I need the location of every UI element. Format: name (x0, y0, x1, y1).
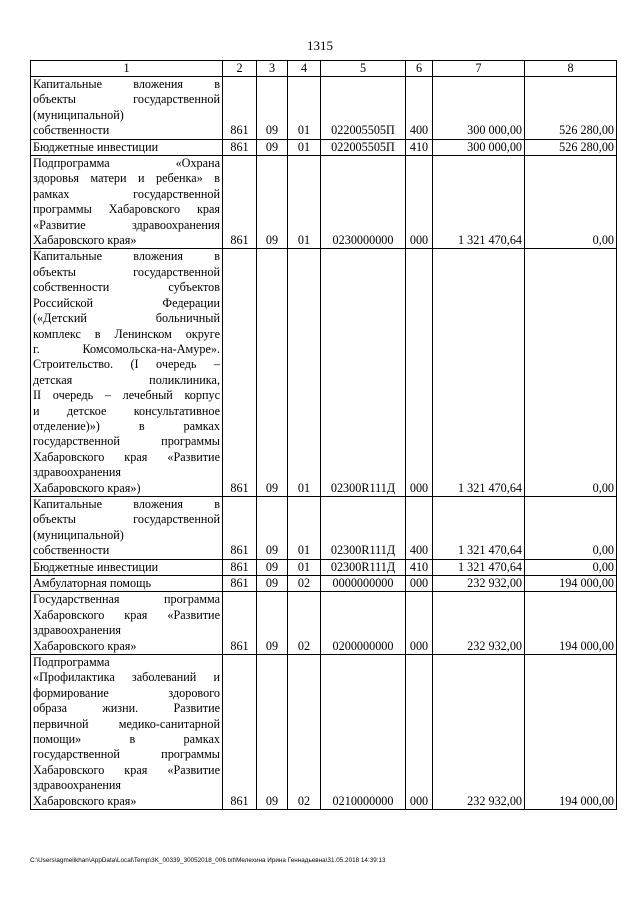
row-name-cell (31, 139, 223, 155)
table-row (31, 139, 617, 155)
row-name-line: Подпрограмма «Охрана (33, 156, 220, 171)
row-name-cell (31, 77, 223, 140)
row-name-line: Подпрограмма (33, 655, 110, 670)
table-row (31, 156, 617, 249)
expense-type-cell: 000 (406, 655, 433, 810)
expense-type-cell: 400 (406, 496, 433, 559)
row-name-line: Государственная программа (33, 592, 220, 607)
row-name-line: Хабаровского края» (33, 233, 137, 248)
target-article-cell: 02300R111Д (321, 249, 406, 497)
amount-cell: 0,00 (525, 559, 617, 575)
ministry-code-cell: 861 (223, 139, 257, 155)
target-article-cell: 022005505П (321, 77, 406, 140)
expense-type-cell: 000 (406, 592, 433, 655)
row-name-line: г. Комсомольска-на-Амуре». (33, 341, 220, 356)
row-name-line: и детское консультативное (33, 403, 220, 418)
row-name-line: здравоохранения (33, 778, 122, 793)
page-number: 1315 (307, 38, 333, 53)
section-code-cell: 09 (257, 156, 288, 249)
table-body (31, 61, 617, 810)
subsection-code-cell: 02 (288, 592, 321, 655)
amount-cell: 194 000,00 (525, 592, 617, 655)
target-article-cell: 02300R111Д (321, 559, 406, 575)
amount-cell: 1 321 470,64 (433, 559, 525, 575)
amount-cell: 232 932,00 (433, 592, 525, 655)
amount-cell: 1 321 470,64 (433, 496, 525, 559)
row-name-cell (31, 592, 223, 655)
section-code-cell: 09 (257, 592, 288, 655)
amount-cell: 1 321 470,64 (433, 156, 525, 249)
row-name-line: «Развитие здравоохранения (33, 217, 220, 232)
row-name-line: первичной медико-санитарной (33, 716, 220, 731)
table-header-row (31, 61, 617, 77)
expense-type-cell: 410 (406, 139, 433, 155)
column-header: 7 (433, 61, 525, 77)
table-row (31, 249, 617, 497)
row-name-line: Строительство. (I очередь – (33, 357, 220, 372)
target-article-cell: 022005505П (321, 139, 406, 155)
row-name-line: Хабаровского края») (33, 480, 141, 495)
row-name-line: Хабаровского края «Развитие (33, 449, 220, 464)
row-name-line: Хабаровского края» (33, 638, 137, 653)
table-row (31, 655, 617, 810)
table-row (31, 77, 617, 140)
target-article-cell: 0200000000 (321, 592, 406, 655)
row-name-line: отделение)») в рамках (33, 418, 220, 433)
column-header: 3 (257, 61, 288, 77)
amount-cell: 526 280,00 (525, 139, 617, 155)
column-header: 1 (31, 61, 223, 77)
section-code-cell: 09 (257, 576, 288, 592)
subsection-code-cell: 01 (288, 559, 321, 575)
amount-cell: 526 280,00 (525, 77, 617, 140)
row-name-line: объекты государственной (33, 264, 220, 279)
row-name-cell (31, 496, 223, 559)
amount-cell: 0,00 (525, 249, 617, 497)
row-name-line: здравоохранения (33, 465, 122, 480)
budget-table (30, 60, 617, 810)
amount-cell: 232 932,00 (433, 576, 525, 592)
row-name-line: («Детский больничный (33, 311, 220, 326)
amount-cell: 0,00 (525, 156, 617, 249)
amount-cell: 194 000,00 (525, 576, 617, 592)
subsection-code-cell: 01 (288, 496, 321, 559)
row-name-line: (муниципальной) (33, 107, 124, 122)
column-header: 2 (223, 61, 257, 77)
target-article-cell: 0000000000 (321, 576, 406, 592)
section-code-cell: 09 (257, 249, 288, 497)
row-name-line: рамках государственной (33, 186, 220, 201)
expense-type-cell: 000 (406, 156, 433, 249)
ministry-code-cell: 861 (223, 249, 257, 497)
row-name-line: Капитальные вложения в (33, 77, 220, 91)
row-name-line: собственности (33, 123, 110, 138)
ministry-code-cell: 861 (223, 77, 257, 140)
expense-type-cell: 000 (406, 576, 433, 592)
amount-cell: 194 000,00 (525, 655, 617, 810)
section-code-cell: 09 (257, 496, 288, 559)
row-name-line: комплекс в Ленинском округе (33, 326, 220, 341)
amount-cell: 0,00 (525, 496, 617, 559)
expense-type-cell: 000 (406, 249, 433, 497)
row-name-line: (муниципальной) (33, 527, 124, 542)
column-header: 5 (321, 61, 406, 77)
row-name-cell (31, 156, 223, 249)
amount-cell: 232 932,00 (433, 655, 525, 810)
column-header: 8 (525, 61, 617, 77)
row-name-line: Капитальные вложения в (33, 249, 220, 264)
table-row (31, 576, 617, 592)
table-row (31, 559, 617, 575)
ministry-code-cell: 861 (223, 559, 257, 575)
subsection-code-cell: 01 (288, 249, 321, 497)
section-code-cell: 09 (257, 655, 288, 810)
row-name-cell (31, 249, 223, 497)
row-name-line: государственной программы (33, 434, 220, 449)
target-article-cell: 0210000000 (321, 655, 406, 810)
row-name-line: собственности субъектов (33, 280, 220, 295)
target-article-cell: 0230000000 (321, 156, 406, 249)
section-code-cell: 09 (257, 139, 288, 155)
section-code-cell: 09 (257, 77, 288, 140)
row-name-line: Хабаровского края «Развитие (33, 762, 220, 777)
subsection-code-cell: 01 (288, 77, 321, 140)
row-name-line: образа жизни. Развитие (33, 701, 220, 716)
row-name-line: Амбулаторная помощь (33, 576, 152, 590)
row-name-line: детская поликлиника, (33, 372, 220, 387)
row-name-line: Бюджетные инвестиции (33, 559, 159, 574)
target-article-cell: 02300R111Д (321, 496, 406, 559)
ministry-code-cell: 861 (223, 576, 257, 592)
row-name-line: Хабаровского края» (33, 793, 137, 808)
expense-type-cell: 410 (406, 559, 433, 575)
section-code-cell: 09 (257, 559, 288, 575)
amount-cell: 1 321 470,64 (433, 249, 525, 497)
column-header: 6 (406, 61, 433, 77)
ministry-code-cell: 861 (223, 655, 257, 810)
subsection-code-cell: 02 (288, 655, 321, 810)
table-row (31, 496, 617, 559)
row-name-line: Российской Федерации (33, 295, 220, 310)
row-name-line: объекты государственной (33, 512, 220, 527)
expense-type-cell: 400 (406, 77, 433, 140)
row-name-line: Капитальные вложения в (33, 496, 220, 511)
subsection-code-cell: 01 (288, 156, 321, 249)
row-name-line: Бюджетные инвестиции (33, 139, 159, 154)
row-name-cell (31, 576, 223, 592)
row-name-line: объекты государственной (33, 92, 220, 107)
row-name-line: государственной программы (33, 747, 220, 762)
row-name-line: помощи» в рамках (33, 732, 220, 747)
row-name-line: здоровья матери и ребенка» в (33, 171, 220, 186)
row-name-line: II очередь – лечебный корпус (33, 388, 220, 403)
row-name-line: собственности (33, 543, 110, 558)
row-name-line: здравоохранения (33, 623, 122, 638)
amount-cell: 300 000,00 (433, 139, 525, 155)
ministry-code-cell: 861 (223, 496, 257, 559)
row-name-line: программы Хабаровского края (33, 202, 220, 217)
amount-cell: 300 000,00 (433, 77, 525, 140)
subsection-code-cell: 01 (288, 139, 321, 155)
table-row (31, 592, 617, 655)
column-header: 4 (288, 61, 321, 77)
row-name-cell (31, 559, 223, 575)
row-name-line: «Профилактика заболеваний и (33, 670, 220, 685)
file-path-footer: C:\Users\agmelikhan\AppData\Local\Temp\3K_00339_30052018_006.txt\Мелехина Ирина Геннадьевна\31.05.2018 14:39:13 (30, 857, 386, 864)
row-name-line: формирование здорового (33, 685, 220, 700)
ministry-code-cell: 861 (223, 156, 257, 249)
row-name-line: Хабаровского края «Развитие (33, 607, 220, 622)
subsection-code-cell: 02 (288, 576, 321, 592)
ministry-code-cell: 861 (223, 592, 257, 655)
row-name-cell (31, 655, 223, 810)
